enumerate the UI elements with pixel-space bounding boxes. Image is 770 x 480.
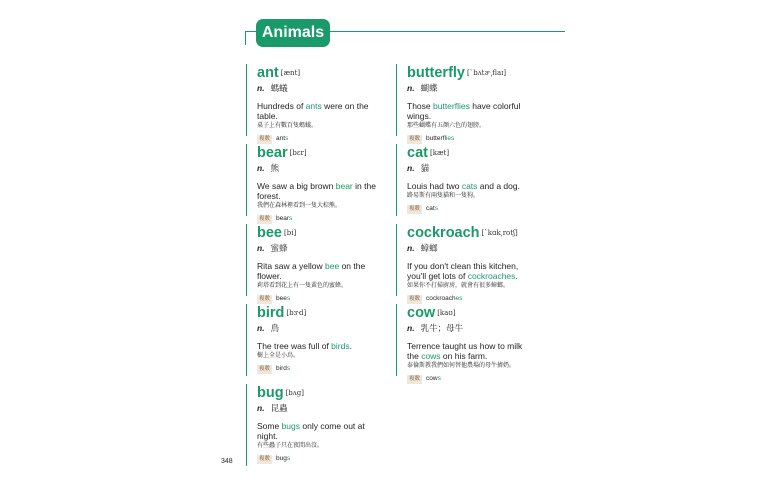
plural-tag: 複數 xyxy=(409,375,421,382)
part-of-speech: n. xyxy=(257,83,265,93)
plural-stem: bird xyxy=(276,365,287,372)
sentence-text: Those xyxy=(407,101,433,111)
example-translation: 路易斯有兩隻貓和一隻狗。 xyxy=(407,192,480,199)
entry-bee xyxy=(246,224,386,302)
plural-suffix: s xyxy=(434,205,438,212)
highlighted-word: birds xyxy=(331,341,350,351)
example-translation: 莉塔看到花上有一隻黃色的蜜蜂。 xyxy=(257,282,348,289)
example-sentence xyxy=(257,181,386,201)
translation: 貓 xyxy=(420,164,430,174)
plural-tag: 複數 xyxy=(259,455,271,462)
entry-cow xyxy=(396,304,536,382)
entry-bear xyxy=(246,144,386,222)
headword: bug xyxy=(257,385,284,401)
part-of-speech: n. xyxy=(257,403,265,413)
plural-suffix: s xyxy=(286,455,291,462)
headword: butterfly xyxy=(407,65,465,81)
plural-form xyxy=(276,215,292,222)
plural-tag: 複數 xyxy=(259,295,271,302)
sentence-text: in the forest. xyxy=(257,181,376,201)
part-of-speech: n. xyxy=(407,243,415,253)
sentence-text: . xyxy=(349,341,352,351)
sentence-text: If you don't clean this kitchen, you'll get lots of xyxy=(407,261,519,281)
highlighted-word: bugs xyxy=(281,421,301,431)
example-translation: 我們在森林裡看到一隻大棕熊。 xyxy=(257,202,342,209)
headword: bird xyxy=(257,305,285,321)
plural-stem: cat xyxy=(426,205,435,212)
headword: cockroach xyxy=(407,225,480,241)
part-of-speech: n. xyxy=(257,243,265,253)
page-number: 348 xyxy=(221,458,233,465)
example-sentence xyxy=(257,101,386,121)
plural-stem: bug xyxy=(276,455,287,462)
plural-stem: cockroach xyxy=(426,295,456,302)
example-translation: 那些蝴蝶有五顏六色的翅膀。 xyxy=(407,122,486,129)
plural-tag: 複數 xyxy=(259,215,271,222)
entry-cockroach xyxy=(396,224,536,302)
headword: bear xyxy=(257,145,288,161)
pronunciation: [kaʊ] xyxy=(437,309,456,317)
part-of-speech: n. xyxy=(407,163,415,173)
example-translation: 泰倫斯教我們如何替他農場的母牛擠奶。 xyxy=(407,362,516,369)
translation: 蝴蝶 xyxy=(420,84,438,94)
example-translation: 如果你不打掃廚房，就會有很多蟑螂。 xyxy=(407,282,510,289)
sentence-text: . xyxy=(515,271,518,281)
sentence-text: have colorful wings. xyxy=(407,101,521,121)
example-sentence xyxy=(407,261,536,281)
translation: 乳牛；母牛 xyxy=(420,324,464,334)
highlighted-word: butterflies xyxy=(433,101,470,111)
highlighted-word: bee xyxy=(325,261,340,271)
pronunciation: [bɝd] xyxy=(286,309,307,317)
plural-form xyxy=(426,295,463,302)
example-translation: 樹上全是小鳥。 xyxy=(257,352,300,359)
plural-form xyxy=(276,135,288,142)
plural-stem: ant xyxy=(276,135,286,142)
plural-suffix: s xyxy=(285,135,289,142)
highlighted-word: cats xyxy=(461,181,478,191)
plural-tag: 複數 xyxy=(409,205,421,212)
plural-form xyxy=(426,135,454,142)
entry-bird xyxy=(246,304,386,376)
plural-suffix: s xyxy=(289,215,293,222)
highlighted-word: bear xyxy=(335,181,353,191)
example-translation: 桌子上有數百隻螞蟻。 xyxy=(257,122,318,129)
pronunciation: [ænt] xyxy=(280,69,301,77)
plural-form xyxy=(426,375,441,382)
part-of-speech: n. xyxy=(257,163,265,173)
part-of-speech: n. xyxy=(257,323,265,333)
entry-cat xyxy=(396,144,536,216)
pronunciation: [bʌg] xyxy=(285,389,304,397)
sentence-text: on his farm. xyxy=(440,351,488,361)
pronunciation: [bɛr] xyxy=(289,149,307,157)
entry-bug xyxy=(246,384,386,466)
example-sentence xyxy=(407,101,536,121)
highlighted-word: cockroaches xyxy=(467,271,516,281)
part-of-speech: n. xyxy=(407,323,415,333)
highlighted-word: ants xyxy=(305,101,322,111)
headword: bee xyxy=(257,225,282,241)
plural-form xyxy=(276,455,290,462)
example-sentence xyxy=(257,341,386,351)
sentence-text: Rita saw a yellow xyxy=(257,261,326,271)
example-sentence xyxy=(257,421,386,441)
sentence-text: The tree was full of xyxy=(257,341,332,351)
plural-stem: butterfl xyxy=(426,135,446,142)
sentence-text: Some xyxy=(257,421,282,431)
sentence-text: Hundreds of xyxy=(257,101,306,111)
translation: 蟑螂 xyxy=(420,244,438,254)
translation: 熊 xyxy=(270,164,280,174)
translation: 蜜蜂 xyxy=(270,244,288,254)
plural-form xyxy=(276,295,290,302)
sentence-text: We saw a big brown xyxy=(257,181,336,191)
pronunciation: [ˋbʌtɚ͵flaɪ] xyxy=(467,69,507,77)
headword: cat xyxy=(407,145,428,161)
plural-suffix: s xyxy=(286,295,291,302)
highlighted-word: cows xyxy=(421,351,441,361)
plural-tag: 複數 xyxy=(409,295,421,302)
plural-form xyxy=(426,205,438,212)
part-of-speech: n. xyxy=(407,83,415,93)
translation: 鳥 xyxy=(270,324,280,334)
pronunciation: [bi] xyxy=(284,229,297,237)
section-title: Animals xyxy=(256,19,330,47)
example-sentence xyxy=(407,181,536,191)
sentence-text: and a dog. xyxy=(477,181,520,191)
entry-ant xyxy=(246,64,386,142)
plural-suffix: ies xyxy=(445,135,455,142)
example-sentence xyxy=(407,341,536,361)
plural-suffix: s xyxy=(286,365,291,372)
plural-suffix: s xyxy=(437,375,441,382)
headword: ant xyxy=(257,65,279,81)
translation: 螞蟻 xyxy=(270,84,288,94)
header-rule-tick xyxy=(245,31,246,45)
sentence-text: on the flower. xyxy=(257,261,366,281)
headword: cow xyxy=(407,305,436,321)
plural-form xyxy=(276,365,290,372)
plural-tag: 複數 xyxy=(259,365,271,372)
plural-tag: 複數 xyxy=(259,135,271,142)
plural-stem: cow xyxy=(426,375,438,382)
sentence-text: Terrence taught us how to milk the xyxy=(407,341,523,361)
plural-stem: bear xyxy=(276,215,290,222)
example-sentence xyxy=(257,261,386,281)
sentence-text: Louis had two xyxy=(407,181,462,191)
pronunciation: [ˋkɑk͵rotʃ] xyxy=(481,229,518,237)
plural-suffix: es xyxy=(455,295,463,302)
sentence-text: were on the table. xyxy=(257,101,369,121)
plural-stem: bee xyxy=(276,295,287,302)
right-column xyxy=(396,64,536,384)
pronunciation: [kæt] xyxy=(429,149,450,157)
sentence-text: only come out at night. xyxy=(257,421,365,441)
example-translation: 有些蟲子只在夜間出沒。 xyxy=(257,442,324,449)
left-column xyxy=(246,64,386,474)
entry-butterfly xyxy=(396,64,536,142)
translation: 昆蟲 xyxy=(270,404,288,414)
plural-tag: 複數 xyxy=(409,135,421,142)
